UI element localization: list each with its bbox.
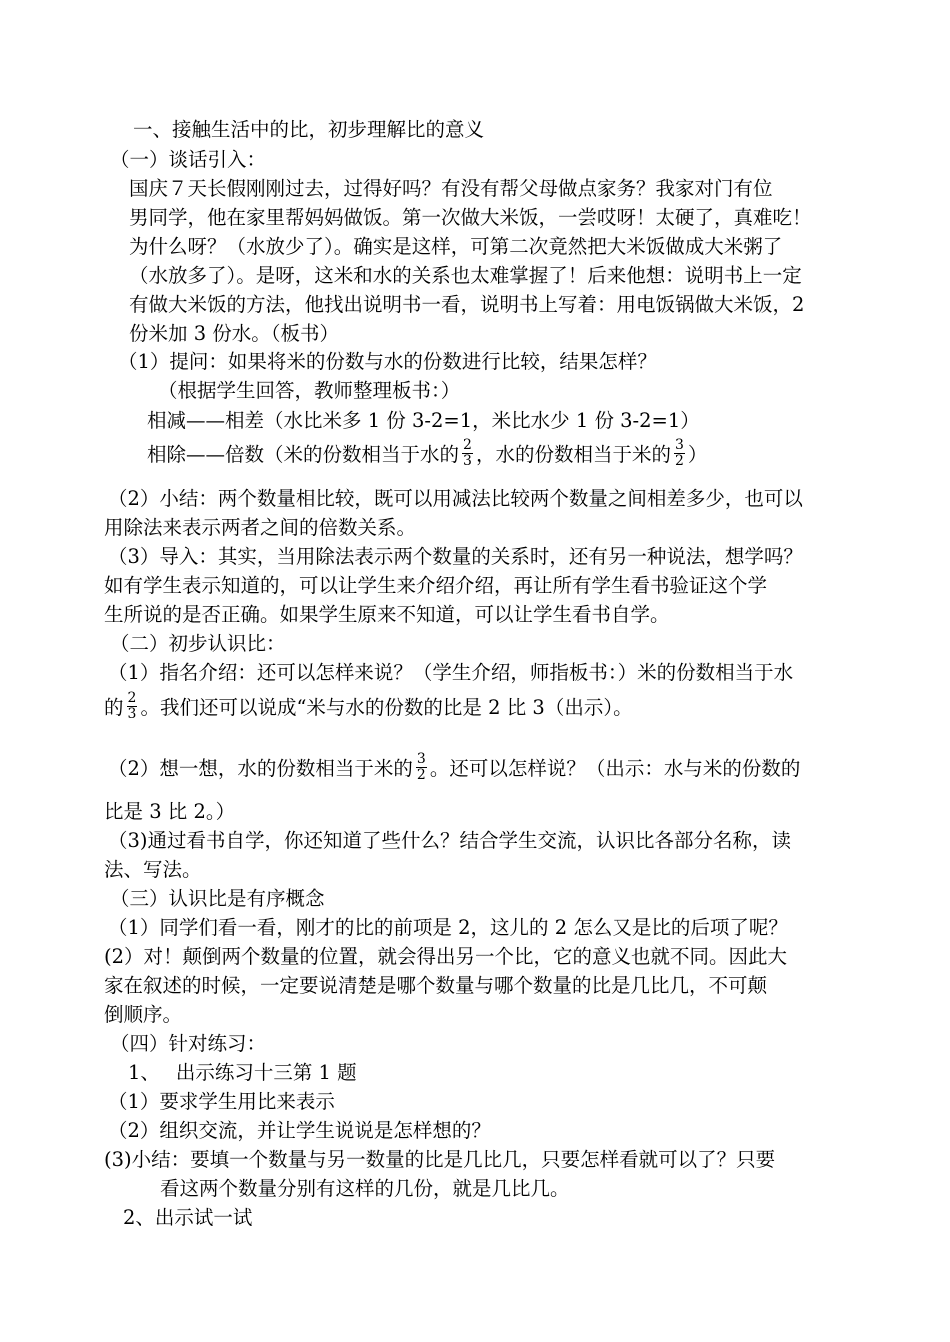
intro-line: （3）导入：其实，当用除法表示两个数量的关系时，还有另一种说法，想学吗？ — [108, 545, 803, 568]
division-text-1: 相除——倍数（米的份数相当于水的 — [147, 443, 460, 466]
paragraph-line: （1）要求学生用比来表示 — [108, 1090, 335, 1113]
fraction-numerator: 2 — [463, 437, 472, 453]
paragraph-line: 倒顺序。 — [104, 1003, 183, 1026]
paragraph-line: 法、写法。 — [104, 858, 202, 881]
text-segment: 。我们还可以说成“米与水的份数的比是 2 比 3（出示）。 — [140, 696, 633, 719]
division-text-2: ，水的份数相当于米的 — [475, 443, 671, 466]
paragraph-line-with-fraction — [104, 690, 633, 724]
paragraph-line-with-fraction — [108, 751, 801, 785]
paragraph-line: 国庆７天长假刚刚过去，过得好吗？有没有帮父母做点家务？我家对门有位 — [129, 177, 773, 200]
subsection-heading: （一）谈话引入： — [110, 148, 267, 171]
subsection-heading: （二）初步认识比： — [110, 632, 286, 655]
exercise-item: 1、 出示练习十三第 1 题 — [128, 1061, 357, 1084]
paragraph-line: （1）指名介绍：还可以怎样来说？（学生介绍，师指板书：）米的份数相当于水 — [108, 661, 794, 684]
fraction-two-thirds — [462, 438, 473, 469]
subtraction-line: 相减——相差（水比米多 1 份 3-2=1，米比水少 1 份 3-2=1） — [147, 409, 700, 432]
text-segment: （2）想一想，水的份数相当于米的 — [108, 757, 413, 780]
fraction-three-halves — [674, 438, 685, 469]
paragraph-line: 有做大米饭的方法，他找出说明书一看，说明书上写着：用电饭锅做大米饭，2 — [129, 293, 805, 316]
fraction-numerator: 3 — [674, 437, 684, 453]
question-line: （1）提问：如果将米的份数与水的份数进行比较，结果怎样？ — [118, 350, 657, 373]
summary-line: 用除法来表示两者之间的倍数关系。 — [104, 516, 417, 539]
paragraph-line: (3)小结：要填一个数量与另一数量的比是几比几，只要怎样看就可以了？只要 — [104, 1148, 776, 1171]
fraction-three-halves — [416, 752, 427, 783]
paragraph-line: 男同学，他在家里帮妈妈做饭。第一次做大米饭，一尝哎呀！太硬了，真难吃！ — [129, 206, 812, 229]
text-segment: 。还可以怎样说？（出示：水与米的份数的 — [429, 757, 801, 780]
fraction-numerator: 3 — [416, 751, 426, 767]
summary-line: （2）小结：两个数量相比较，既可以用减法比较两个数量之间相差多少，也可以 — [108, 487, 803, 510]
paragraph-line: （2）组织交流，并让学生说说是怎样想的？ — [108, 1119, 491, 1142]
division-text-3: ） — [687, 443, 708, 466]
paragraph-line: 份米加 3 份水。（板书） — [129, 322, 340, 345]
paragraph-line: 看这两个数量分别有这样的几份，就是几比几。 — [160, 1177, 570, 1200]
division-line — [147, 437, 708, 471]
fraction-two-thirds — [127, 691, 138, 722]
paragraph-line: 为什么呀？（水放少了）。确实是这样，可第二次竟然把大米饭做成大米粥了 — [129, 235, 783, 258]
fraction-denominator: 3 — [127, 706, 137, 722]
subsection-heading: （三）认识比是有序概念 — [110, 887, 325, 910]
fraction-denominator: 3 — [463, 453, 472, 469]
intro-line: 生所说的是否正确。如果学生原来不知道，可以让学生看书自学。 — [104, 603, 670, 626]
text-segment: 的 — [104, 696, 124, 719]
paragraph-line: 家在叙述的时候，一定要说清楚是哪个数量与哪个数量的比是几比几，不可颠 — [104, 974, 768, 997]
fraction-numerator: 2 — [127, 690, 137, 706]
paragraph-line: （水放多了）。是呀，这米和水的关系也太难掌握了！后来他想：说明书上一定 — [129, 264, 802, 287]
paragraph-line: 比是 3 比 2。） — [104, 800, 236, 823]
section-heading-1: 一、接触生活中的比，初步理解比的意义 — [133, 118, 485, 141]
fraction-denominator: 2 — [416, 767, 426, 783]
paragraph-line: (2）对！颠倒两个数量的位置，就会得出另一个比，它的意义也就不同。因此大 — [104, 945, 788, 968]
intro-line: 如有学生表示知道的，可以让学生来介绍介绍，再让所有学生看书验证这个学 — [104, 574, 768, 597]
note-line: （根据学生回答，教师整理板书：） — [158, 379, 461, 402]
fraction-denominator: 2 — [674, 453, 684, 469]
paragraph-line: （3)通过看书自学，你还知道了些什么？结合学生交流，认识比各部分名称，读 — [108, 829, 792, 852]
paragraph-line: （1）同学们看一看，刚才的比的前项是 2，这儿的 2 怎么又是比的后项了呢？ — [108, 916, 788, 939]
subsection-heading: （四）针对练习： — [110, 1032, 267, 1055]
exercise-item: 2、出示试一试 — [123, 1206, 253, 1229]
